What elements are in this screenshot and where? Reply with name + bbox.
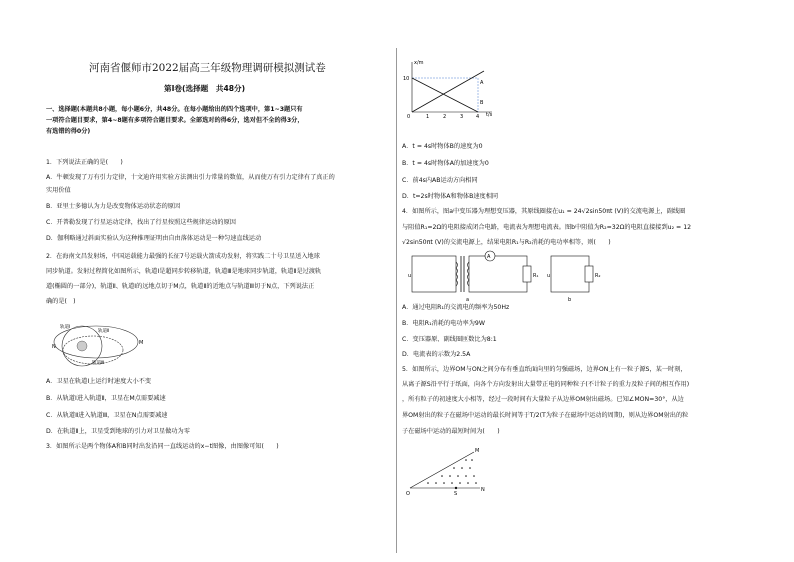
q1-option-b: B．亚里士多德认为力是改变物体运动状态的原因 bbox=[46, 203, 181, 210]
label-r2: R₂ bbox=[595, 273, 601, 279]
y-tick-10: 10 bbox=[403, 76, 410, 82]
field-dots bbox=[427, 459, 477, 484]
field-dot bbox=[469, 467, 471, 469]
earth-icon bbox=[77, 341, 87, 351]
q4-option-c: C．变压器原、副线圈匝数比为8:1 bbox=[402, 336, 497, 343]
q2-option-d: D．在轨道Ⅱ上，卫星受到地球的引力对卫星做功为零 bbox=[46, 428, 190, 435]
q3-option-d: D．t=2s时物体A和物体B速度相同 bbox=[402, 193, 499, 200]
q1-stem: 1．下列说法正确的是( ) bbox=[46, 159, 123, 166]
x-axis-label: t/s bbox=[486, 112, 493, 118]
field-dot bbox=[443, 482, 445, 484]
field-dot bbox=[471, 459, 473, 461]
circuit-figure bbox=[406, 250, 646, 302]
q1-option-d: D．伽利略通过斜面实验认为这种推理证明由自由落体运动是一种匀速直线运动 bbox=[46, 235, 262, 242]
label-orbit-1: 轨道Ⅰ bbox=[60, 325, 71, 330]
label-point-n: N bbox=[52, 344, 56, 350]
label-orbit-2: 轨道Ⅱ bbox=[98, 329, 110, 334]
q3-option-a: A．t = 4s时物体B的速度为0 bbox=[402, 143, 483, 150]
series-b-label: B bbox=[480, 100, 484, 106]
q2-option-b: B．从轨道Ⅰ进入轨道Ⅱ，卫星在M点需要减速 bbox=[46, 395, 166, 402]
section-subtitle: 第Ⅰ卷(选择题 共48分) bbox=[164, 84, 246, 93]
label-orbit-3: 轨道Ⅲ bbox=[92, 361, 105, 366]
q3-option-b: B．t = 4s时物体A的加速度为0 bbox=[402, 160, 489, 167]
field-dot bbox=[465, 475, 467, 477]
label-r1: R₁ bbox=[533, 273, 539, 279]
magnetic-field-figure bbox=[406, 446, 486, 498]
x-tick-1: 1 bbox=[426, 114, 430, 120]
origin-label: 0 bbox=[407, 114, 411, 120]
field-dot bbox=[475, 482, 477, 484]
series-a-label: A bbox=[480, 80, 484, 86]
field-dot bbox=[453, 467, 455, 469]
orbit-1-ellipse bbox=[54, 326, 138, 358]
q4-stem-line3: √2sin50πt (V)的交流电源上，结果电阻R₁与R₂消耗的电功率相等，则( ) bbox=[402, 239, 611, 246]
x-tick-4: 4 bbox=[476, 114, 480, 120]
q5-stem-line3: ，所有粒子的初速度大小相等，经过一段时间有大量粒子从边界OM射出磁场。已知∠MON=30°，从边 bbox=[402, 396, 684, 403]
field-dot bbox=[441, 475, 443, 477]
q4-stem-line1: 4．如图所示，图a中变压器为理想变压器，其原线圈接在u₁ = 24√2sin50πt (V)的交流电源上，副线圈 bbox=[402, 208, 686, 215]
field-dot bbox=[427, 482, 429, 484]
q5-stem-line4: 界OM射出的粒子在磁场中运动的最长时间等于T/2(T为粒子在磁场中运动的周期)，则从边界OM射出的粒 bbox=[402, 412, 689, 419]
label-ammeter: A bbox=[487, 254, 491, 260]
field-dot bbox=[461, 467, 463, 469]
label-s: S bbox=[454, 491, 458, 497]
y-axis-label: x/m bbox=[414, 60, 424, 66]
q4-stem-line2: 与阻值R₁=2Ω的电阻接成闭合电路，电流表为理想电流表。图b中阻值为R₂=32Ω的电阻直接接到u₂ = 12 bbox=[402, 224, 692, 231]
x-tick-3: 3 bbox=[460, 114, 464, 120]
q2-option-c: C．从轨道Ⅱ进入轨道Ⅲ，卫星在N点需要减速 bbox=[46, 412, 168, 419]
source-s-point bbox=[455, 487, 457, 489]
q5-stem-line1: 5．如图所示，边界OM与ON之间分布有垂直纸面向里的匀强磁场，边界ON上有一粒子源S，某一时刻， bbox=[402, 366, 687, 373]
x-tick-2: 2 bbox=[443, 114, 447, 120]
primary-circuit bbox=[412, 256, 456, 292]
field-dot bbox=[465, 459, 467, 461]
field-dot bbox=[473, 475, 475, 477]
label-figure-b: b bbox=[568, 297, 572, 302]
q2-stem-line1: 2．在海南文昌发射场，中国运载能力最强的长征7号运载火箭成功发射，将实践二十号卫星送入地球 bbox=[46, 253, 320, 260]
secondary-circuit bbox=[469, 256, 527, 292]
field-dot bbox=[459, 482, 461, 484]
q3-stem: 3．如图所示是两个物体A和B同时出发沿同一直线运动的x−t图像，由图像可知( ) bbox=[46, 443, 279, 450]
q4-option-a: A．通过电阻R₁的交流电的频率为50Hz bbox=[402, 304, 510, 311]
orbit-figure bbox=[48, 320, 148, 372]
section-instructions-line2: 一项符合题目要求，第4~8题有多项符合题目要求。全部选对的得6分，选对但不全的得3分， bbox=[46, 117, 304, 124]
q2-stem-line3: 道(椭圆的一部分)，轨道Ⅱ、轨道Ⅰ的远地点切于M点，轨道Ⅱ的近地点与轨道Ⅲ切于N点，下列说法正 bbox=[46, 283, 315, 290]
label-figure-a: a bbox=[466, 297, 470, 302]
boundary-om bbox=[410, 452, 474, 488]
label-u-a: u bbox=[408, 273, 412, 279]
q4-option-d: D．电流表的示数为2.5A bbox=[402, 351, 471, 358]
resistor-r1 bbox=[523, 266, 531, 282]
q4-option-b: B．电阻R₁消耗的电功率为9W bbox=[402, 320, 485, 327]
section-instructions-line1: 一、选择题(本题共8小题，每小题6分，共48分。在每小题给出的四个选项中，第1~3题只有 bbox=[46, 106, 303, 113]
orbit-2-ellipse bbox=[63, 336, 123, 364]
q2-stem-line4: 确的是( ) bbox=[46, 298, 76, 305]
label-n: N bbox=[481, 487, 485, 493]
field-dot bbox=[449, 475, 451, 477]
q2-stem-line2: 同步轨道。发射过程简化如图所示，轨道Ⅰ是超同步转移轨道，轨道Ⅲ是地球同步轨道，轨道Ⅱ是过渡轨 bbox=[46, 268, 322, 275]
field-dot bbox=[467, 482, 469, 484]
label-point-m: M bbox=[139, 340, 144, 346]
series-b-line bbox=[412, 78, 478, 112]
field-dot bbox=[457, 475, 459, 477]
xt-graph bbox=[402, 58, 498, 120]
column-divider bbox=[396, 48, 397, 553]
q1-option-a-line2: 实用价值 bbox=[46, 187, 71, 194]
q5-stem-line5: 子在磁场中运动的最短时间为( ) bbox=[402, 428, 500, 435]
field-dot bbox=[451, 482, 453, 484]
q3-option-c: C．前4s内AB运动方向相同 bbox=[402, 177, 478, 184]
label-m: M bbox=[475, 448, 480, 454]
section-instructions-line3: 有选错的得0分) bbox=[46, 128, 91, 135]
q1-option-a-line1: A．牛顿发现了万有引力定律，十文迪许用实验方法测出引力常量的数值，从而使万有引力定律有了真正的 bbox=[46, 174, 335, 181]
q5-stem-line2: 从离子源S沿平行于纸面，向各个方向发射出大量带正电的同种粒子(不计粒子的重力及粒子间的相互作用) bbox=[402, 381, 690, 388]
field-dot bbox=[435, 482, 437, 484]
series-a-line bbox=[412, 71, 484, 112]
label-u-b: u bbox=[547, 273, 551, 279]
q1-option-c: C．开普勒发现了行星运动定律，找出了行星按照这些规律运动的原因 bbox=[46, 219, 236, 226]
resistor-r2 bbox=[585, 266, 593, 282]
q2-option-a: A．卫星在轨道Ⅰ上运行时速度大小不变 bbox=[46, 378, 152, 385]
label-o: O bbox=[406, 491, 410, 497]
circuit-b bbox=[551, 256, 589, 292]
exam-title: 河南省偃师市2022届高三年级物理调研模拟测试卷 bbox=[89, 62, 326, 74]
